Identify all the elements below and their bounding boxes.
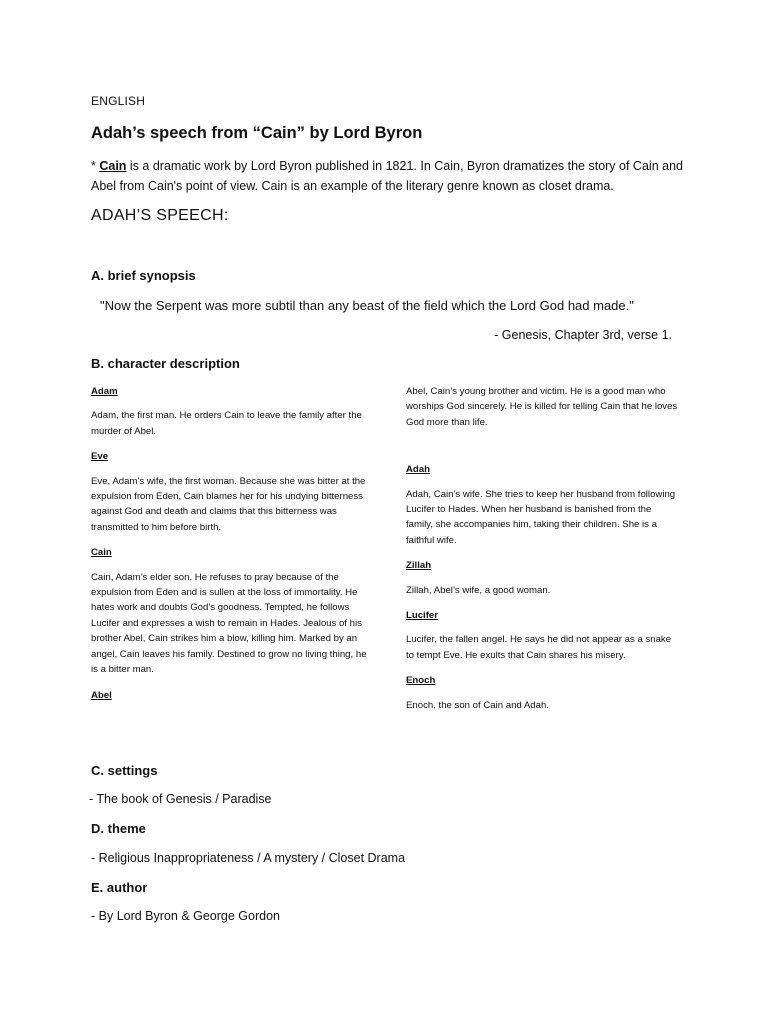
character-name: Abel <box>91 689 112 701</box>
page-title: Adah’s speech from “Cain” by Lord Byron <box>91 124 423 142</box>
subject-label: ENGLISH <box>91 94 146 108</box>
author-text: - By Lord Byron & George Gordon <box>91 909 280 923</box>
character-description: Abel, Cain’s young brother and victim. He is a good man who worships God sincerely. He is killed for telling Cain that he loves God more than life. <box>406 386 678 428</box>
character-name: Adah <box>406 464 430 476</box>
synopsis-citation: - Genesis, Chapter 3rd, verse 1. <box>494 328 672 342</box>
character-name: Adam <box>91 386 118 397</box>
author-heading: E. author <box>91 880 148 895</box>
intro-prefix: * <box>91 159 100 173</box>
character-name: Zillah <box>406 560 432 572</box>
synopsis-heading: A. brief synopsis <box>91 268 196 283</box>
settings-text: - The book of Genesis / Paradise <box>89 792 272 806</box>
character-name: Enoch <box>406 675 436 687</box>
character-name: Eve <box>91 451 109 463</box>
speech-heading: ADAH’S SPEECH: <box>91 207 229 224</box>
character-description: Zillah, Abel’s wife, a good woman. <box>406 584 551 596</box>
character-description: Enoch, the son of Cain and Adah. <box>406 699 549 711</box>
characters-right-column <box>406 384 678 723</box>
theme-heading: D. theme <box>91 821 146 836</box>
character-name: Cain <box>91 547 112 559</box>
characters-left-column <box>91 384 369 712</box>
character-description: Adah, Cain’s wife. She tries to keep her husband from following Lucifer to Hades. When her husband is banished from the family, she accompanies him, taking their children. She is a faithful wife. <box>406 488 676 546</box>
character-description: Adam, the first man. He orders Cain to leave the family after the murder of Abel. <box>91 410 362 437</box>
characters-heading: B. character description <box>91 356 240 371</box>
cain-link[interactable]: Cain <box>99 159 127 173</box>
character-description: Eve, Adam’s wife, the first woman. Because she was bitter at the expulsion from Eden, Cain blames her for his undying bitterness against God and death and claims that this bitterness was transmitted to him before birth. <box>91 475 366 533</box>
synopsis-quote: "Now the Serpent was more subtil than any beast of the field which the Lord God had made." <box>100 298 634 313</box>
intro-text: is a dramatic work by Lord Byron published in 1821. In Cain, Byron dramatizes the story of Cain and Abel from Cain's point of view. Cain is an example of the literary genre known as closet drama. <box>91 159 683 193</box>
character-name: Lucifer <box>406 610 438 622</box>
character-description: Lucifer, the fallen angel. He says he did not appear as a snake to tempt Eve. He exults that Cain shares his misery. <box>406 634 672 661</box>
intro-paragraph <box>91 156 691 196</box>
settings-heading: C. settings <box>91 763 158 778</box>
theme-text: - Religious Inappropriateness / A mystery / Closet Drama <box>91 851 406 865</box>
character-description: Cain, Adam’s elder son. He refuses to pray because of the expulsion from Eden and is sullen at the loss of immortality. He hates work and doubts God’s goodness. Tempted, he follows Lucifer and expresses a wish to remain in Hades. Jealous of his brother Abel, Cain strikes him a blow, killing him. Marked by an angel, Cain leaves his family. Destined to grow no living thing, he is a bitter man. <box>91 571 367 676</box>
